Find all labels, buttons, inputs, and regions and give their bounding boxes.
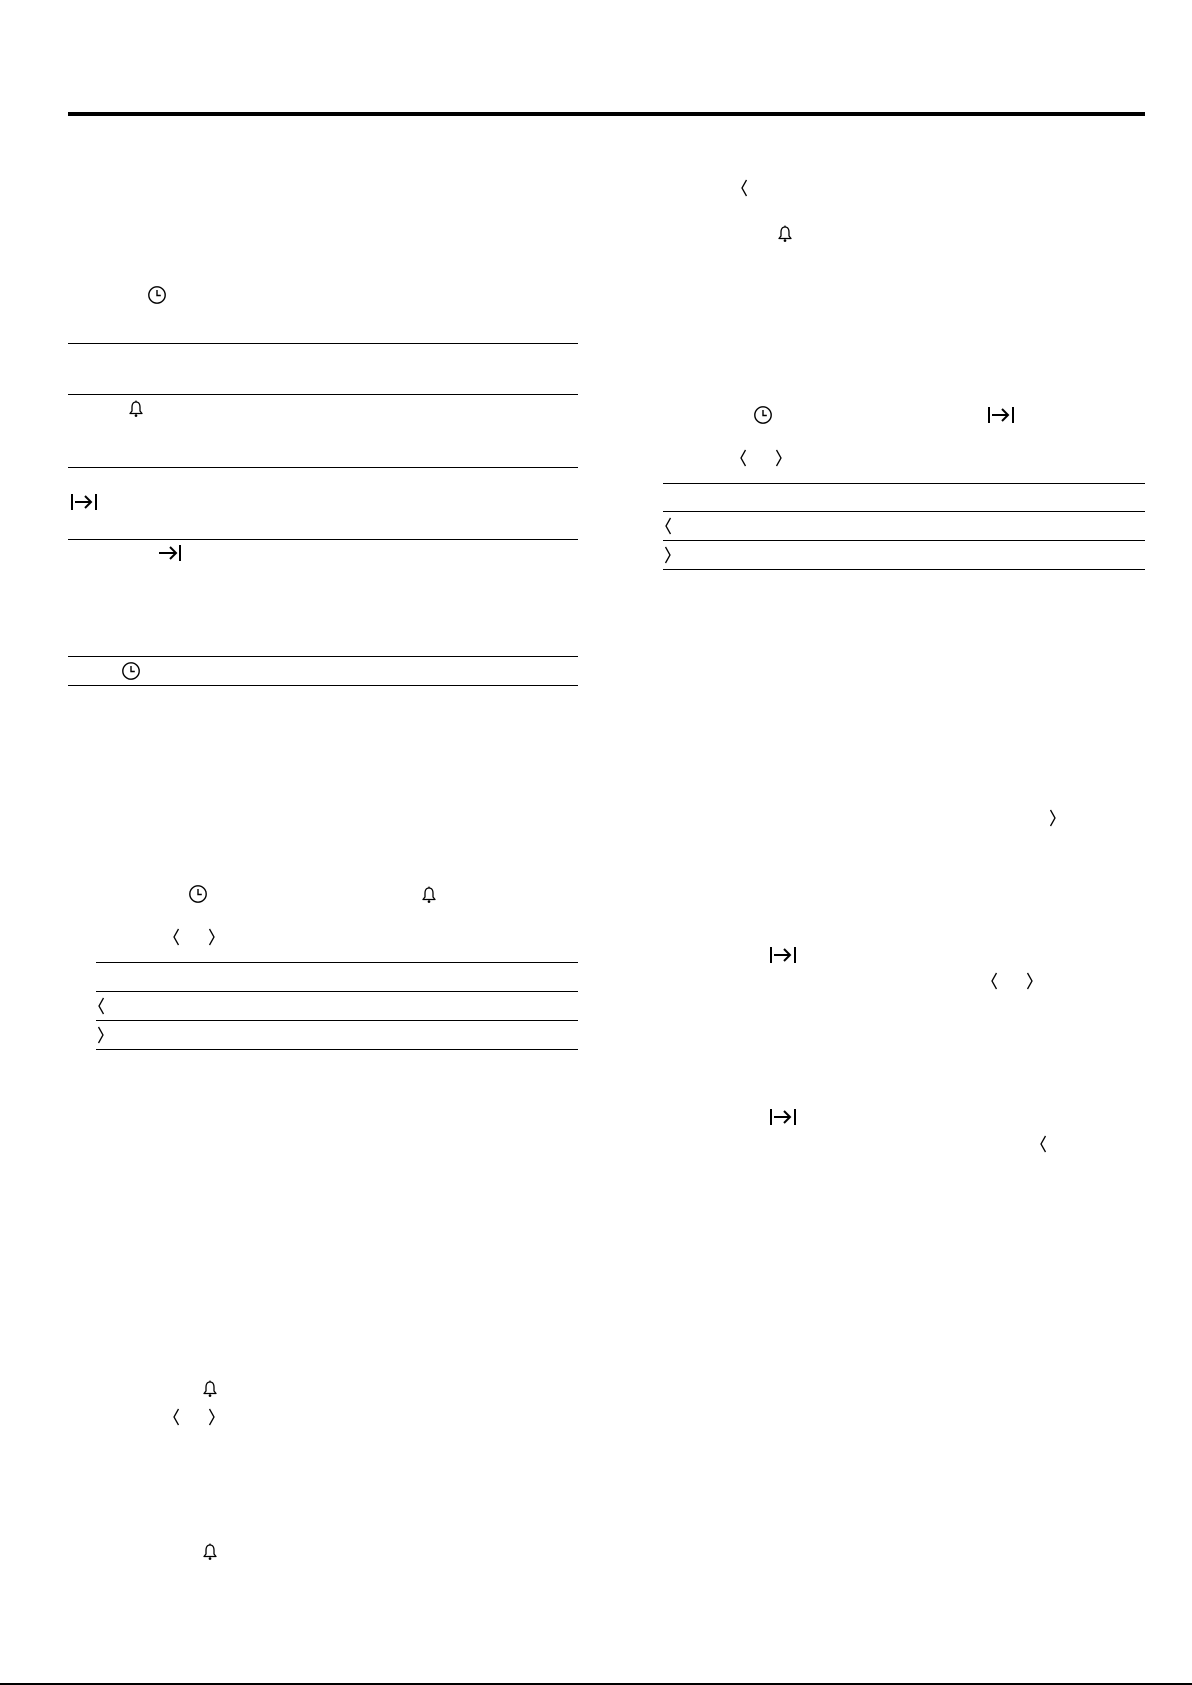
clock-icon	[121, 661, 141, 681]
clock-icon	[753, 405, 773, 425]
duration-icon	[70, 492, 98, 512]
table-rule	[96, 1049, 578, 1050]
table-row	[96, 1021, 578, 1049]
duration-icon	[987, 405, 1015, 425]
chevron-right-icon	[207, 1407, 217, 1427]
clock-icon	[188, 884, 208, 904]
clock-icon	[147, 285, 167, 305]
table-rule	[68, 685, 578, 686]
table-rule	[96, 962, 578, 963]
chevron-left-icon	[663, 516, 673, 536]
chevron-right-icon	[96, 1025, 106, 1045]
bell-icon	[202, 1380, 218, 1398]
chevron-right-icon	[1048, 808, 1058, 828]
chevron-left-icon	[171, 1407, 181, 1427]
chevron-left-icon	[96, 996, 106, 1016]
chevron-left-icon	[1038, 1134, 1048, 1154]
chevron-left-icon	[171, 927, 181, 947]
duration-icon	[769, 945, 797, 965]
chevron-right-icon	[774, 448, 784, 468]
table-row	[68, 657, 578, 685]
bell-icon	[128, 400, 144, 418]
table-rule	[68, 343, 578, 344]
table-row	[96, 992, 578, 1020]
duration-icon	[769, 1107, 797, 1127]
table-rule	[663, 569, 1145, 570]
table-row	[663, 512, 1145, 540]
bell-icon	[202, 1543, 218, 1561]
page-header-rule	[68, 112, 1145, 116]
end-time-icon	[158, 543, 182, 563]
bell-icon	[777, 225, 793, 243]
table-row	[663, 541, 1145, 569]
chevron-left-icon	[738, 448, 748, 468]
chevron-left-icon	[739, 178, 749, 198]
table-rule	[663, 483, 1145, 484]
bell-icon	[421, 886, 437, 904]
table-row	[68, 395, 578, 467]
chevron-right-icon	[1025, 971, 1035, 991]
chevron-right-icon	[663, 545, 673, 565]
chevron-right-icon	[207, 927, 217, 947]
table-row	[68, 468, 578, 539]
chevron-left-icon	[989, 971, 999, 991]
table-row	[68, 540, 578, 656]
